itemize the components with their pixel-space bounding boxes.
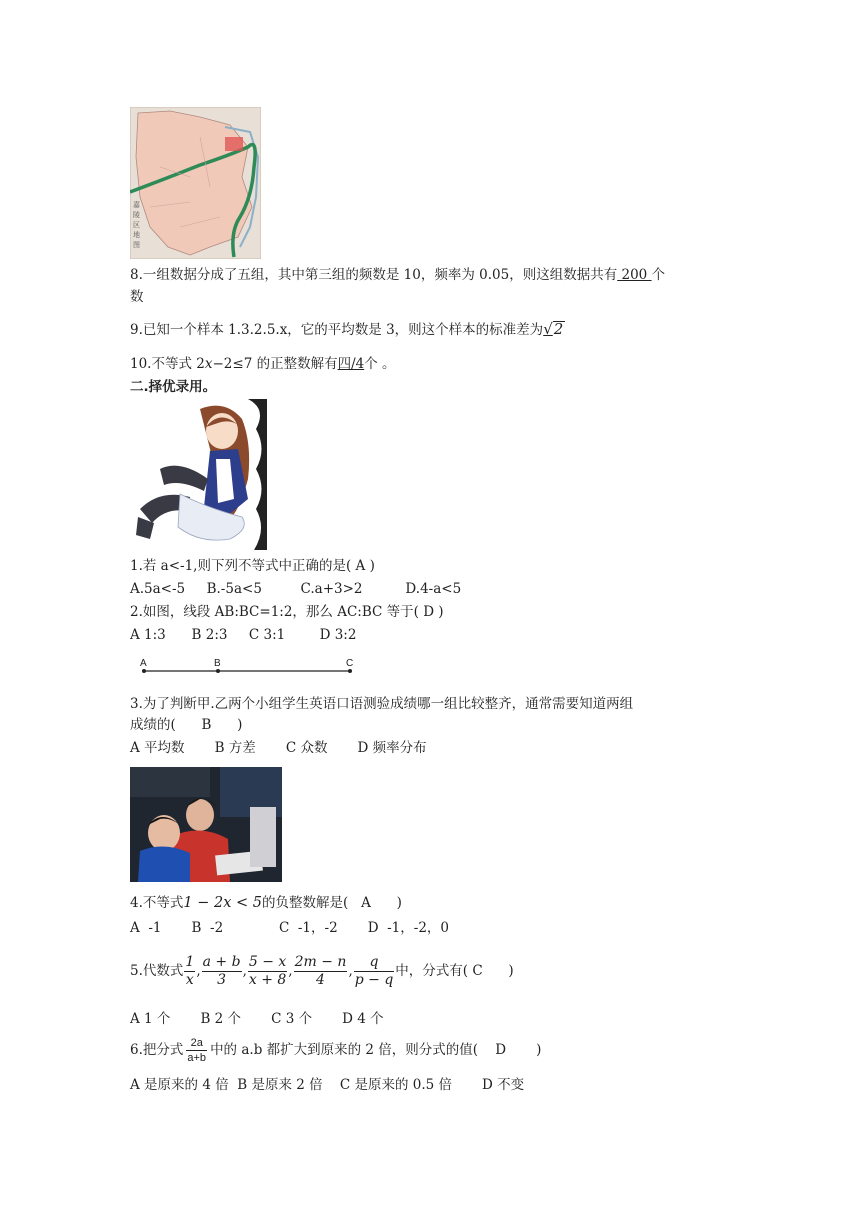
q10-text-after: 个 。 (364, 356, 396, 372)
fraction-denominator: 4 (316, 971, 325, 988)
map-label-char: 嘉 (133, 201, 140, 209)
q5-separator: , (196, 963, 201, 979)
q5-separator: , (242, 963, 247, 979)
map-image (130, 107, 261, 259)
fraction-denominator: x (185, 971, 194, 988)
q5-fraction (202, 954, 242, 989)
label-b: B (214, 658, 221, 669)
map-label-char: 区 (133, 221, 140, 229)
q5-options: A 1 个 B 2 个 C 3 个 D 4 个 (130, 1011, 384, 1027)
q4-stem (130, 894, 402, 912)
q10-line (130, 355, 396, 373)
segment-diagram (134, 656, 364, 678)
q4-options: A -1 B -2 C -1，-2 D -1，-2，0 (130, 920, 450, 936)
fraction-denominator: a+b (187, 1051, 207, 1064)
segment-figure (134, 656, 364, 678)
point-b (216, 669, 220, 673)
fraction-denominator: 3 (217, 971, 227, 988)
anime-girl-image (130, 399, 267, 550)
map-label-char: 图 (133, 241, 140, 249)
fraction-numerator: 5 − x (248, 953, 287, 970)
q4-expression: 1 − 2x < 5 (183, 895, 262, 911)
fraction-denominator: x + 8 (248, 971, 287, 988)
q5-fraction (248, 954, 287, 989)
q6-stem (130, 1031, 541, 1069)
q10-text-mid: −2≤7 的正整数解有 (212, 356, 338, 372)
q5-separator: , (348, 963, 353, 979)
map-label-char: 地 (133, 231, 140, 239)
map-illustration (130, 107, 261, 259)
q6-options: A 是原来的 4 倍 B 是原来 2 倍 C 是原来的 0.5 倍 D 不变 (130, 1077, 525, 1093)
q8-line2: 数 (130, 289, 144, 305)
q9-answer (543, 320, 565, 338)
q10-var: x (204, 356, 213, 372)
q6-stem-before: 6.把分式 (130, 1042, 184, 1058)
classroom-photo (130, 767, 282, 882)
q2-options: A 1:3 B 2:3 C 3:1 D 3:2 (130, 627, 357, 643)
q8-text: 8.一组数据分成了五组，其中第三组的频数是 10，频率为 0.05，则这组数据共有 (130, 267, 618, 283)
q9-radical: √ (543, 320, 553, 338)
q5-fraction (354, 954, 395, 989)
q6-stem-after: 中的 a.b 都扩大到原来的 2 倍，则分式的值( D ) (210, 1042, 542, 1058)
fraction-denominator: p − q (354, 971, 394, 988)
point-a (142, 669, 146, 673)
q9-text: 9.已知一个样本 1.3.2.5.x，它的平均数是 3，则这个样本的标准差为 (130, 322, 544, 338)
q9-radicand: 2 (553, 320, 564, 338)
q1-options: A.5a<-5 B.-5a<5 C.a+3>2 D.4-a<5 (130, 581, 462, 597)
map-label-char: 陵 (133, 211, 140, 219)
q5-fraction (294, 954, 348, 989)
fraction-numerator: a + b (202, 953, 241, 970)
q1-stem: 1.若 a<-1,则下列不等式中正确的是( A ) (130, 558, 375, 574)
q10-text: 10.不等式 2 (130, 356, 205, 372)
q5-stem (130, 950, 514, 992)
section-heading: 二.择优录用。 (130, 379, 217, 395)
q3-stem-line1: 3.为了判断甲.乙两个小组学生英语口语测验成绩哪一组比较整齐，通常需要知道两组 (130, 696, 634, 712)
map-legend-text (133, 200, 140, 249)
fraction-numerator: 2a (186, 1036, 207, 1051)
q4-stem-after: 的负整数解是( A ) (261, 895, 402, 911)
q5-fraction (184, 954, 195, 989)
q10-answer: 四/4 (337, 356, 365, 372)
q4-stem-before: 4.不等式 (130, 895, 184, 911)
q5-stem-after: 中，分式有( C ) (395, 963, 514, 979)
q9-line (130, 320, 565, 339)
q2-stem: 2.如图，线段 AB:BC=1:2，那么 AC:BC 等于( D ) (130, 604, 444, 620)
q8-line1 (130, 266, 665, 284)
fraction-numerator: q (354, 954, 395, 972)
q3-options: A 平均数 B 方差 C 众数 D 频率分布 (130, 740, 427, 756)
q3-stem-line2: 成绩的( B ) (130, 717, 243, 733)
point-c (348, 669, 352, 673)
fraction-numerator: 2m − n (294, 953, 347, 970)
fraction-numerator: 1 (185, 953, 195, 970)
label-a: A (140, 658, 147, 669)
anime-illustration (130, 399, 267, 550)
q8-text-after: 个 (651, 267, 666, 283)
q6-fraction (186, 1036, 207, 1065)
q5-stem-before: 5.代数式 (130, 963, 184, 979)
photo-illustration (130, 767, 282, 882)
q5-separator: , (288, 963, 293, 979)
q8-answer: 200 (617, 267, 652, 283)
label-c: C (346, 658, 354, 669)
